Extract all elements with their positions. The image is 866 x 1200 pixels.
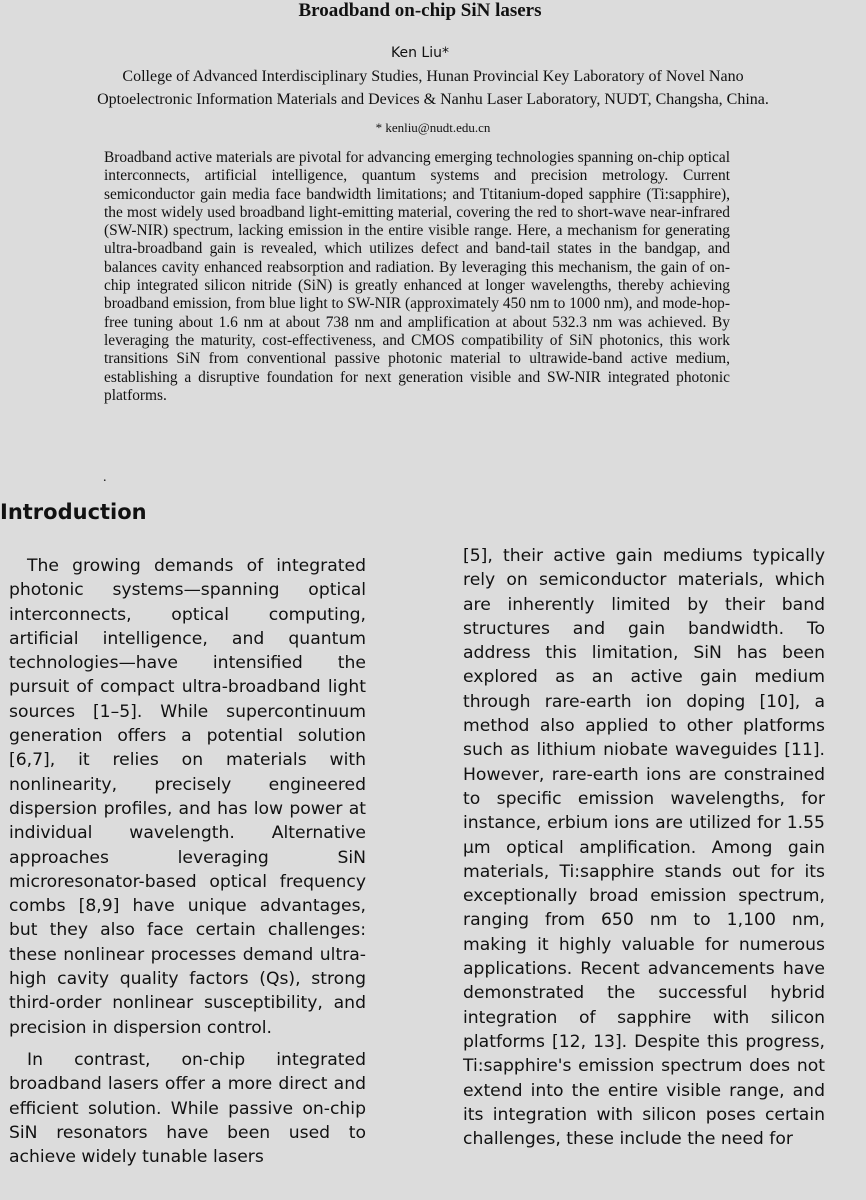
corresponding-email: * kenliu@nudt.edu.cn xyxy=(375,120,491,135)
affiliation-line-1: College of Advanced Interdisciplinary Studies, Hunan Provincial Key Laboratory of Novel Nano xyxy=(122,68,744,85)
right-column xyxy=(463,544,825,1159)
affiliation-line-2: Optoelectronic Information Materials and Devices & Nanhu Laser Laboratory, NUDT, Changsha, China. xyxy=(97,91,769,108)
paragraph: The growing demands of integrated photonic systems—spanning optical interconnects, optical computing, artificial intelligence, and quantum technologies—have intensified the pursuit of compact ultra-broadband light sources [1–5]. While supercontinuum generation offers a potential solution [6,7], it relies on materials with nonlinearity, precisely engineered dispersion profiles, and has low power at individual wavelength. Alternative approaches leveraging SiN microresonator-based optical frequency combs [8,9] have unique advantages, but they also face certain challenges: these nonlinear processes demand ultra-high cavity quality factors (Qs), strong third-order nonlinear susceptibility, and precision in dispersion control. xyxy=(9,556,366,1038)
paragraph: In contrast, on-chip integrated broadband lasers offer a more direct and efficient solution. While passive on-chip SiN resonators have been used to achieve widely tunable lasers xyxy=(9,1049,366,1168)
section-heading-introduction: Introduction xyxy=(0,500,147,524)
left-column xyxy=(9,554,366,1177)
abstract: Broadband active materials are pivotal for advancing emerging technologies spanning on-chip optical interconnects, artificial intelligence, quantum systems and precision metrology. Current semiconductor gain media face bandwidth limitations; and Ttitanium-doped sapphire (Ti:sapphire), the most widely used broadband light-emitting material, covering the red to short-wave near-infrared (SW-NIR) spectrum, lacking emission in the entire visible range. Here, a mechanism for generating ultra-broadband gain is revealed, which utilizes defect and band-tail states in the bandgap, and balances cavity enhanced reabsorption and radiation. By leveraging this mechanism, the gain of on-chip integrated silicon nitride (SiN) is greatly enhanced at longer wavelengths, thereby achieving broadband emission, from blue light to SW-NIR (approximately 450 nm to 1000 nm), and mode-hop-free tuning about 1.6 nm at about 738 nm and amplification at about 532.3 nm was achieved. By leveraging the maturity, cost-effectiveness, and CMOS compatibility of SiN photonics, this work transitions SiN from conventional passive photonic material to ultrawide-band active medium, establishing a disruptive foundation for next generation visible and SW-NIR integrated photonic platforms. xyxy=(104,149,730,404)
abstract-trailing-dot: . xyxy=(103,470,107,485)
author-name: Ken Liu* xyxy=(391,45,449,61)
paper-title: Broadband on-chip SiN lasers xyxy=(298,0,542,21)
paragraph: [5], their active gain mediums typically rely on semiconductor materials, which are inherently limited by their band structures and gain bandwidth. To address this limitation, SiN has been explored as an active gain medium through rare-earth ion doping [10], a method also applied to other platforms such as lithium niobate waveguides [11]. However, rare-earth ions are constrained to specific emission wavelengths, for instance, erbium ions are utilized for 1.55 μm optical amplification. Among gain materials, Ti:sapphire stands out for its exceptionally broad emission spectrum, ranging from 650 nm to 1,100 nm, making it highly valuable for numerous applications. Recent advancements have demonstrated the successful hybrid integration of sapphire with silicon platforms [12, 13]. Despite this progress, Ti:sapphire's emission spectrum does not extend into the entire visible range, and its integration with silicon poses certain challenges, these include the need for xyxy=(463,546,825,1150)
